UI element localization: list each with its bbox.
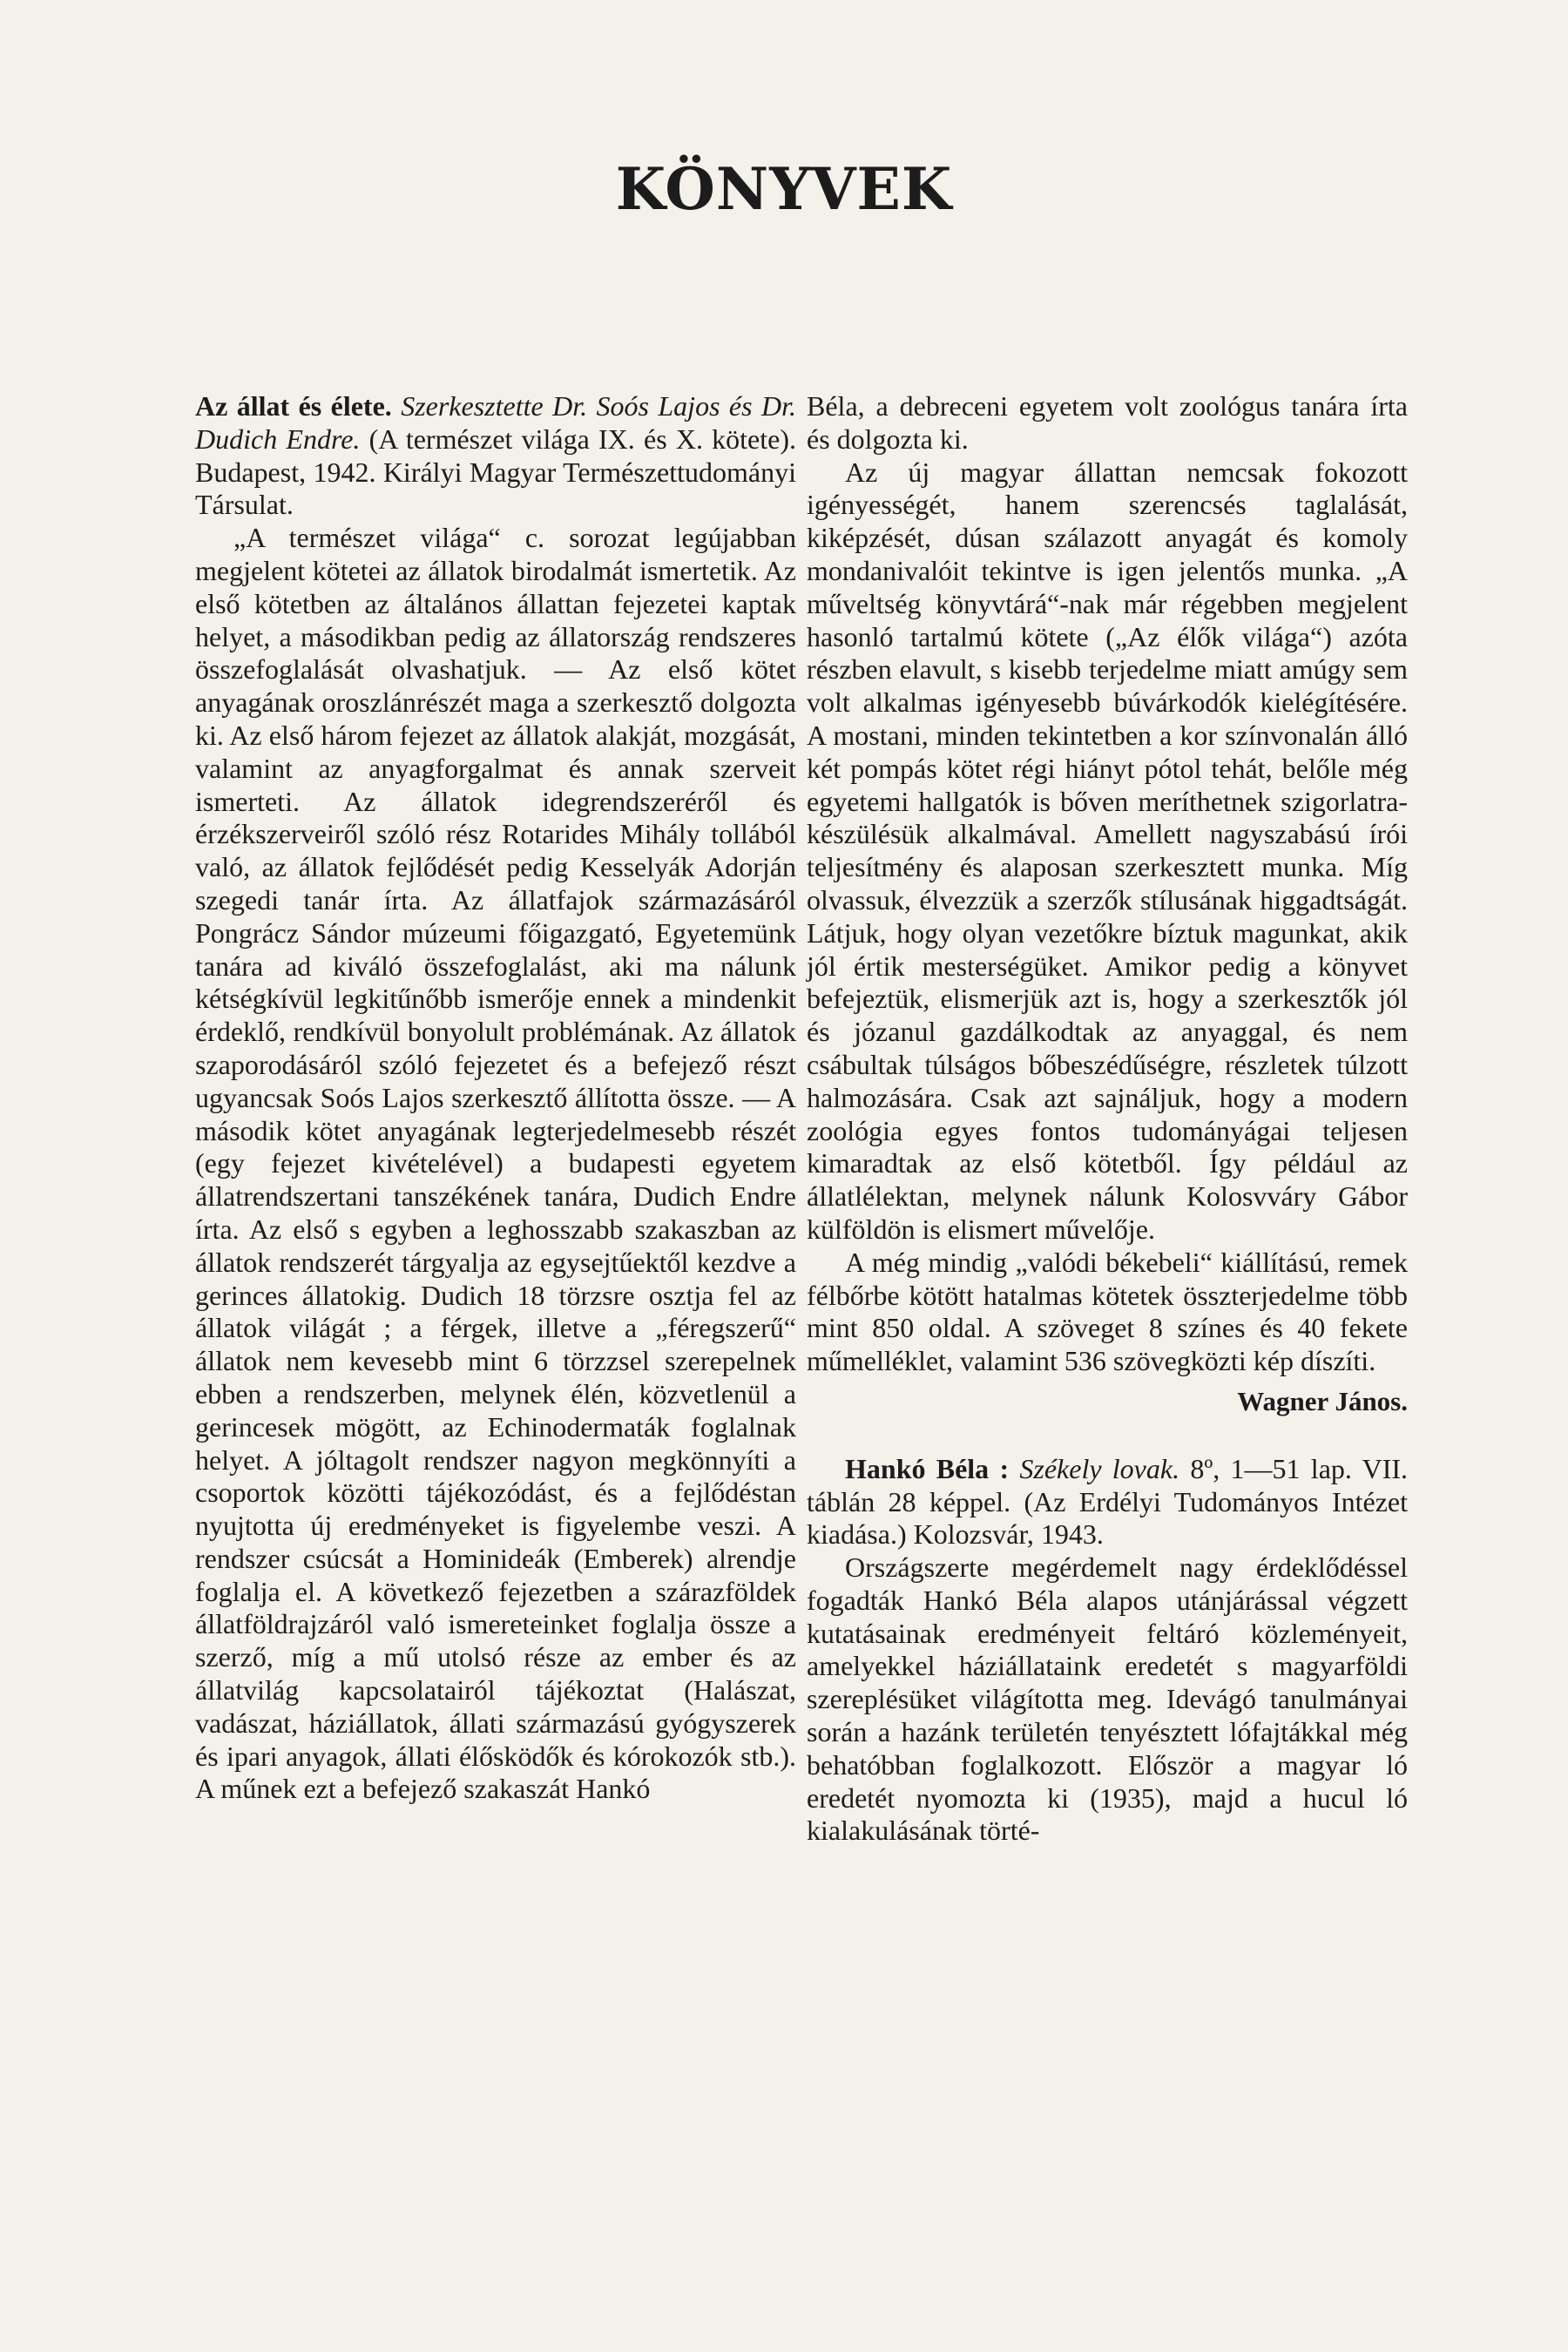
review1-paragraph: Béla, a debreceni egyetem volt zoológus tanára írta és dolgozta ki. <box>807 390 1408 455</box>
review1-paragraph: Az új magyar állattan nemcsak fokozott igényességét, hanem szerencsés taglalását, kiképzését, dúsan szálazott anyagát és komoly mondanivalóit tekintve is igen jelentős munka. „A műveltség könyvtárá“-nak már régebben megjelent hasonló tartalmú kötete („Az élők világa“) azóta részben elavult, s kisebb terjedelme miatt amúgy sem volt alkalmas igényesebb búvárkodók kielégítésére. A mostani, minden tekintetben a kor színvonalán álló két pompás kötet régi hiányt pótol tehát, belőle még egyetemi hallgatók is bőven meríthetnek szigorlatra-készülésük alkalmával. Amellett nagyszabású írói teljesítmény és alaposan szerkesztett munka. Míg olvassuk, élvezzük a szerzők stílusának higgadtságát. Látjuk, hogy olyan vezetőkre bíztuk magunkat, akik jól értik mesterségüket. Amikor pedig a könyvet befejeztük, elismerjük azt is, hogy a szerkesztők jól és józanul gazdálkodtak az anyaggal, és nem csábultak túlságos bőbeszédűségre, részletek túlzott halmozására. Csak azt sajnáljuk, hogy a modern zoológia egyes fontos tudományágai teljesen kimaradtak az első kötetből. Így például az állatlélektan, melynek nálunk Kolosvváry Gábor külföldön is elismert művelője. <box>807 456 1408 1245</box>
review1-heading <box>195 390 796 522</box>
review1-publication-info: (A természet világa IX. és X. kötete). Budapest, 1942. Királyi Magyar Természettudományi Társulat. <box>195 422 796 521</box>
review1-paragraph: „A természet világa“ c. sorozat legújabban megjelent kötetei az állatok birodalmát ismertetik. Az első kötetben az általános állattan fejezetei kaptak helyet, a másodikban pedig az állatország rendszeres összefoglalását olvashatjuk. — Az első kötet anyagának oroszlánrészét maga a szerkesztő dolgozta ki. Az első három fejezet az állatok alakját, mozgását, valamint az anyagforgalmat és annak szerveit ismerteti. Az állatok idegrendszeréről és érzékszerveiről szóló rész Rotarides Mihály tollából való, az állatok fejlődését pedig Kesselyák Adorján szegedi tanár írta. Az állatfajok származásáról Pongrácz Sándor múzeumi főigazgató, Egyetemünk tanára ad kiváló összefoglalást, aki ma nálunk kétségkívül legkitűnőbb ismerője ennek a mindenkit érdeklő, rendkívül bonyolult problémának. Az állatok szaporodásáról szóló fejezetet és a befejező részt ugyancsak Soós Lajos szerkesztő állította össze. — A második kötet anyagának legterjedelmesebb részét (egy fejezet kivételével) a budapesti egyetem állatrendszertani tanszékének tanára, Dudich Endre írta. Az első s egyben a leghosszabb szakaszban az állatok rendszerét tárgyalja az egysejtűektől kezdve a gerinces állatokig. Dudich 18 törzsre osztja fel az állatok világát ; a férgek, illetve a „féregszerű“ állatok nem kevesebb mint 6 törzzsel szerepelnek ebben a rendszerben, melynek élén, közvetlenül a gerincesek mögött, az Echinodermaták foglalnak helyet. A jóltagolt rendszer nagyon megkönnyíti a csoportok közötti tájékozódást, és a fejlődéstan nyujtotta új eredményeket is figyelembe veszi. A rendszer csúcsát a Hominideák (Emberek) alrendje foglalja el. A következő fejezetben a szárazföldek állatföldrajzáról való ismereteinket foglalja össze a szerző, míg a mű utolsó része az ember és az állatvilág kapcsolatairól tájékoztat (Halászat, vadászat, háziállatok, állati származású gyógyszerek és ipari anyagok, állati élősködők és kórokozók stb.). A műnek ezt a befejező szakaszát Hankó <box>195 522 796 1805</box>
review2-publication-info: 8º, 1—51 lap. VII. táblán 28 képpel. (Az Erdélyi Tudományos Intézet kiadása.) Kolozsvár, 1943. <box>807 1452 1409 1551</box>
left-column <box>195 390 796 1806</box>
review2-author: Hankó Béla : <box>845 1452 1010 1484</box>
review2-heading <box>807 1453 1408 1551</box>
review2-book-title: Székely lovak. <box>1019 1452 1180 1484</box>
right-column <box>807 390 1408 1848</box>
review1-book-title: Az állat és élete. <box>195 390 392 422</box>
page-title: KÖNYVEK <box>615 155 953 223</box>
review1-signature: Wagner János. <box>1237 1385 1408 1416</box>
review1-paragraph: A még mindig „valódi békebeli“ kiállítású, remek félbőrbe kötött hatalmas kötetek összterjedelme több mint 850 oldal. A szöveget 8 színes és 40 fekete műmelléklet, valamint 536 szövegközti kép díszíti. <box>807 1246 1408 1377</box>
review2-paragraph: Országszerte megérdemelt nagy érdeklődéssel fogadták Hankó Béla alapos utánjárással végzett kutatásainak eredményeit feltáró közleményeit, amelyekkel háziállataink eredetét s magyarföldi szereplésüket világította meg. Idevágó tanulmányai során a hazánk területén tenyésztett lófajtákkal még behatóbban foglalkozott. Először a magyar ló eredetét nyomozta ki (1935), majd a hucul ló kialakulásának törté- <box>807 1551 1408 1847</box>
review1-editors: Szerkesztette Dr. Soós Lajos és Dr. Dudich Endre. <box>195 390 796 455</box>
